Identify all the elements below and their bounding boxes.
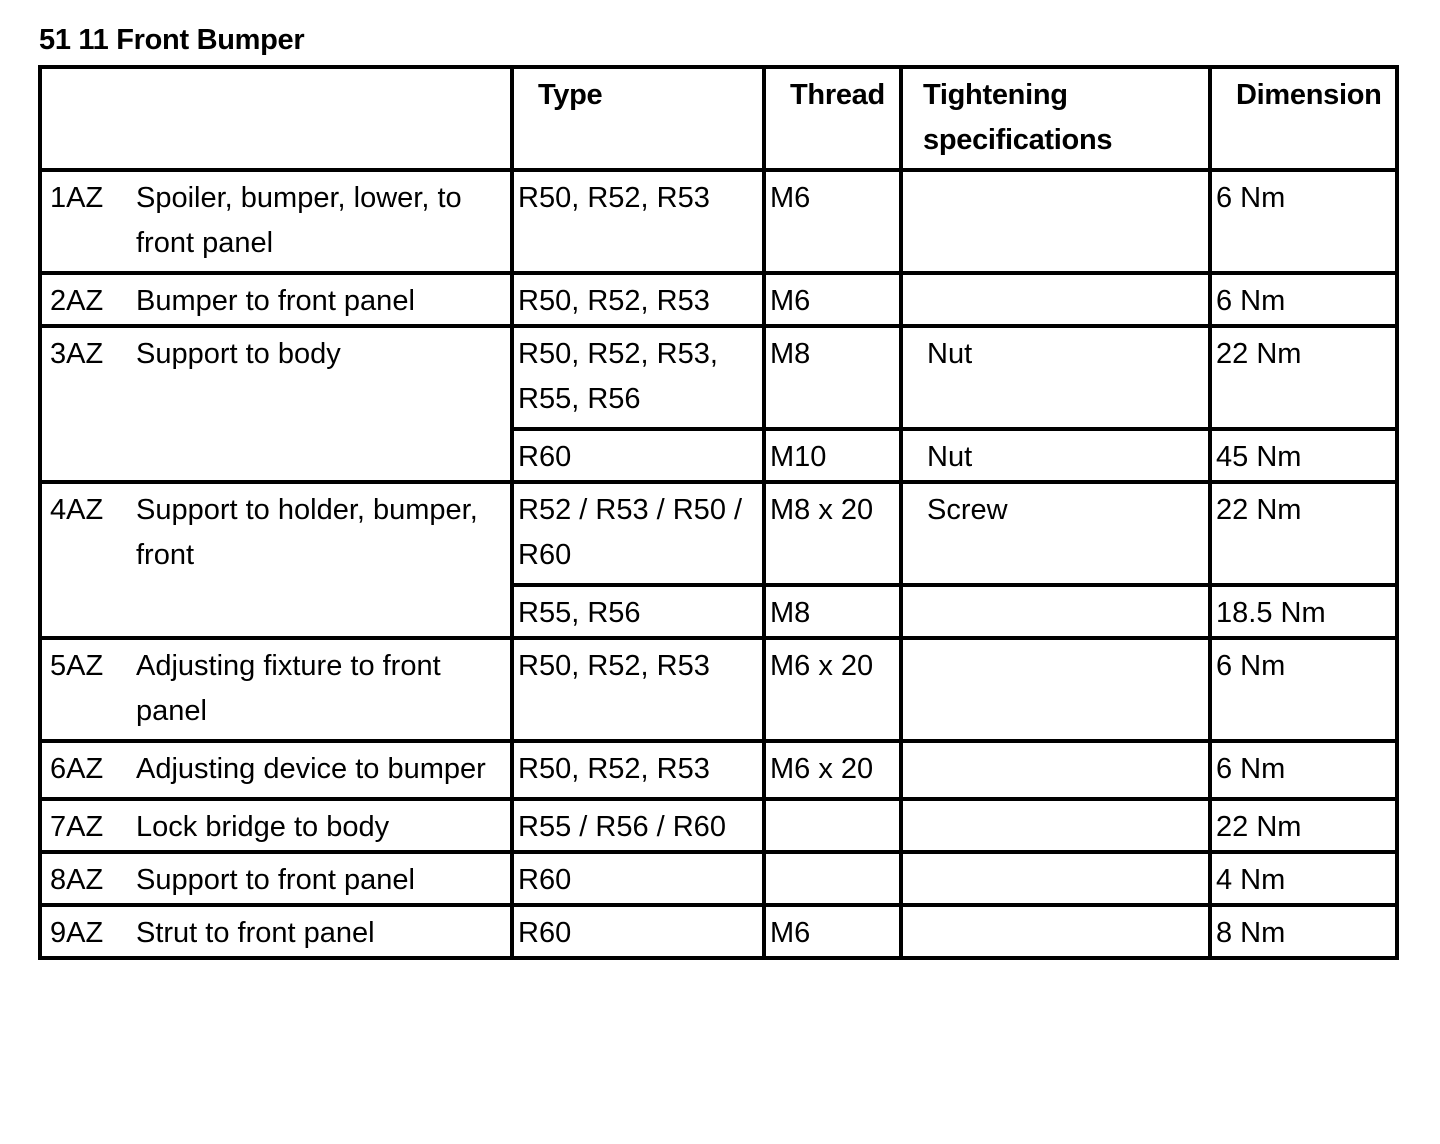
item-wrapper <box>50 176 506 266</box>
item-description: Support to holder, bumper, front <box>136 494 478 571</box>
item-description: Support to front panel <box>136 864 415 896</box>
item-description: Bumper to front panel <box>136 285 415 317</box>
table-row <box>40 482 1397 585</box>
tightening-cell <box>901 638 1210 741</box>
type-cell: R60 <box>512 905 764 958</box>
table-row <box>40 326 1397 429</box>
item-description: Support to body <box>136 338 341 370</box>
item-wrapper <box>50 279 506 324</box>
thread-cell: M8 <box>764 585 901 638</box>
item-code: 9AZ <box>50 917 104 949</box>
thread-cell: M10 <box>764 429 901 482</box>
item-code: 5AZ <box>50 650 104 682</box>
table-body <box>40 170 1397 958</box>
thread-cell <box>764 852 901 905</box>
torque-spec-table <box>38 65 1399 960</box>
item-description: Adjusting fixture to front panel <box>136 650 441 727</box>
type-cell: R50, R52, R53, R55, R56 <box>512 326 764 429</box>
type-cell: R50, R52, R53 <box>512 638 764 741</box>
item-wrapper <box>50 488 506 578</box>
item-cell <box>40 273 512 326</box>
dimension-cell: 6 Nm <box>1210 273 1397 326</box>
page-title: 51 11 Front Bumper <box>39 24 305 56</box>
item-code: 7AZ <box>50 811 104 843</box>
table-row <box>40 170 1397 273</box>
thread-cell: M8 <box>764 326 901 429</box>
item-cell <box>40 638 512 741</box>
header-thread: Thread <box>764 67 901 170</box>
type-cell: R50, R52, R53 <box>512 273 764 326</box>
table-header-row <box>40 67 1397 170</box>
thread-cell: M6 <box>764 273 901 326</box>
item-cell <box>40 905 512 958</box>
thread-cell <box>764 799 901 852</box>
dimension-cell: 6 Nm <box>1210 638 1397 741</box>
item-code: 4AZ <box>50 494 104 526</box>
tightening-cell <box>901 852 1210 905</box>
thread-cell: M6 <box>764 905 901 958</box>
header-type: Type <box>512 67 764 170</box>
thread-cell: M6 x 20 <box>764 741 901 799</box>
table-row <box>40 905 1397 958</box>
item-cell <box>40 799 512 852</box>
item-code: 8AZ <box>50 864 104 896</box>
tightening-cell <box>901 170 1210 273</box>
type-cell: R55 / R56 / R60 <box>512 799 764 852</box>
item-wrapper <box>50 911 506 956</box>
type-cell: R55, R56 <box>512 585 764 638</box>
item-wrapper <box>50 644 506 734</box>
item-description: Lock bridge to body <box>136 811 390 843</box>
header-tightening-specifications: Tightening specifications <box>901 67 1210 170</box>
item-description: Spoiler, bumper, lower, to front panel <box>136 182 462 259</box>
header-dimension: Dimension <box>1210 67 1397 170</box>
table-row <box>40 741 1397 799</box>
tightening-cell <box>901 273 1210 326</box>
type-cell: R50, R52, R53 <box>512 170 764 273</box>
header-item <box>40 67 512 170</box>
dimension-cell: 22 Nm <box>1210 482 1397 585</box>
dimension-cell: 18.5 Nm <box>1210 585 1397 638</box>
item-description: Adjusting device to bumper <box>136 753 486 785</box>
dimension-cell: 4 Nm <box>1210 852 1397 905</box>
tightening-cell <box>901 799 1210 852</box>
item-code: 6AZ <box>50 753 104 785</box>
tightening-cell: Nut <box>901 326 1210 429</box>
item-code: 2AZ <box>50 285 104 317</box>
dimension-cell: 22 Nm <box>1210 799 1397 852</box>
tightening-cell <box>901 585 1210 638</box>
table-row <box>40 273 1397 326</box>
thread-cell: M6 x 20 <box>764 638 901 741</box>
tightening-cell <box>901 905 1210 958</box>
type-cell: R60 <box>512 429 764 482</box>
item-description: Strut to front panel <box>136 917 375 949</box>
tightening-cell <box>901 741 1210 799</box>
tightening-cell: Nut <box>901 429 1210 482</box>
table-row <box>40 799 1397 852</box>
type-cell: R52 / R53 / R50 / R60 <box>512 482 764 585</box>
dimension-cell: 6 Nm <box>1210 170 1397 273</box>
tightening-cell: Screw <box>901 482 1210 585</box>
item-wrapper <box>50 805 506 850</box>
item-wrapper <box>50 747 506 792</box>
dimension-cell: 22 Nm <box>1210 326 1397 429</box>
thread-cell: M6 <box>764 170 901 273</box>
type-cell: R50, R52, R53 <box>512 741 764 799</box>
table-row <box>40 852 1397 905</box>
table-row <box>40 638 1397 741</box>
dimension-cell: 8 Nm <box>1210 905 1397 958</box>
item-code: 3AZ <box>50 338 104 370</box>
item-cell <box>40 170 512 273</box>
type-cell: R60 <box>512 852 764 905</box>
thread-cell: M8 x 20 <box>764 482 901 585</box>
item-wrapper <box>50 858 506 903</box>
dimension-cell: 6 Nm <box>1210 741 1397 799</box>
item-cell <box>40 741 512 799</box>
item-cell <box>40 482 512 638</box>
dimension-cell: 45 Nm <box>1210 429 1397 482</box>
item-cell <box>40 326 512 482</box>
item-cell <box>40 852 512 905</box>
item-code: 1AZ <box>50 182 104 214</box>
item-wrapper <box>50 332 506 377</box>
